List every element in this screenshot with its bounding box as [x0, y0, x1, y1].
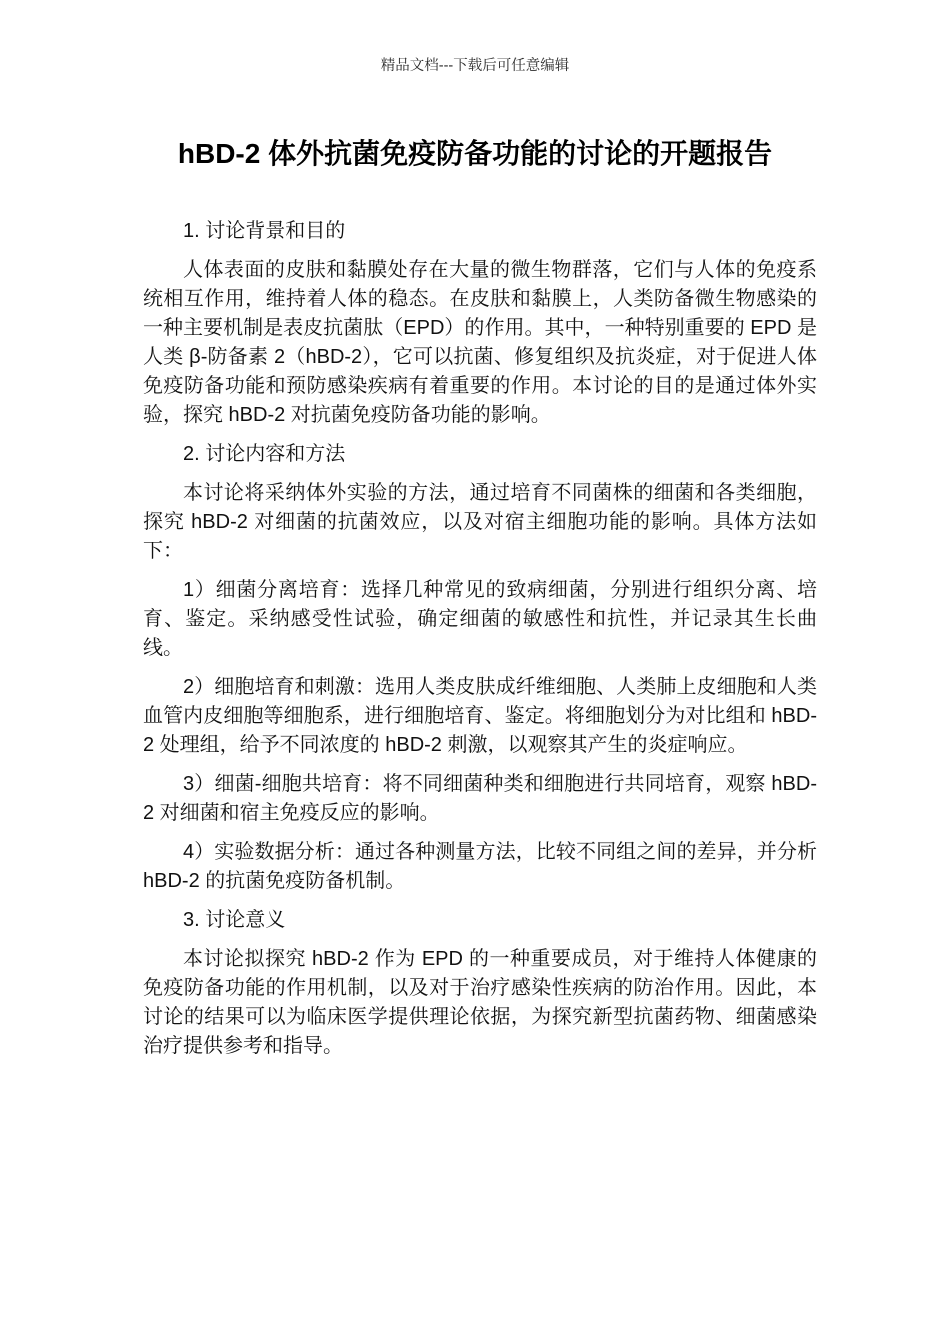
- section-3-paragraph-1: 本讨论拟探究 hBD-2 作为 EPD 的一种重要成员，对于维持人体健康的免疫防备功能的作用机制，以及对于治疗感染性疾病的防治作用。因此，本讨论的结果可以为临床医学提供理论依据，为探究新型抗菌药物、细菌感染治疗提供参考和指导。: [143, 948, 817, 1057]
- section-2-heading: 2. 讨论内容和方法: [183, 443, 346, 465]
- section-2-paragraph-1: 本讨论将采纳体外实验的方法，通过培育不同菌株的细菌和各类细胞，探究 hBD-2 对细菌的抗菌效应，以及对宿主细胞功能的影响。具体方法如下：: [143, 482, 817, 562]
- document-title: hBD-2 体外抗菌免疫防备功能的讨论的开题报告: [177, 138, 773, 169]
- section-2-method-item-3: 3）细菌-细胞共培育：将不同细菌种类和细胞进行共同培育，观察 hBD-2 对细菌和宿主免疫反应的影响。: [143, 773, 817, 824]
- document-body: [0, 217, 950, 1061]
- section-3-heading: 3. 讨论意义: [183, 909, 286, 931]
- watermark-header: 精品文档---下载后可任意编辑: [380, 58, 570, 74]
- section-2-method-item-2: 2）细胞培育和刺激：选用人类皮肤成纤维细胞、人类肺上皮细胞和人类血管内皮细胞等细胞系，进行细胞培育、鉴定。将细胞划分为对比组和 hBD-2 处理组，给予不同浓度的 hBD-2 刺激，以观察其产生的炎症响应。: [143, 676, 817, 756]
- section-2-method-item-1: 1）细菌分离培育：选择几种常见的致病细菌，分别进行组织分离、培育、鉴定。采纳感受性试验，确定细菌的敏感性和抗性，并记录其生长曲线。: [143, 579, 817, 659]
- section-1-heading: 1. 讨论背景和目的: [183, 220, 346, 242]
- section-1-paragraph-1: 人体表面的皮肤和黏膜处存在大量的微生物群落，它们与人体的免疫系统相互作用，维持着人体的稳态。在皮肤和黏膜上，人类防备微生物感染的一种主要机制是表皮抗菌肽（EPD）的作用。其中，一种特别重要的 EPD 是人类 β-防备素 2（hBD-2），它可以抗菌、修复组织及抗炎症，对于促进人体免疫防备功能和预防感染疾病有着重要的作用。本讨论的目的是通过体外实验，探究 hBD-2 对抗菌免疫防备功能的影响。: [143, 259, 817, 426]
- section-2-method-item-4: 4）实验数据分析：通过各种测量方法，比较不同组之间的差异，并分析 hBD-2 的抗菌免疫防备机制。: [143, 841, 817, 892]
